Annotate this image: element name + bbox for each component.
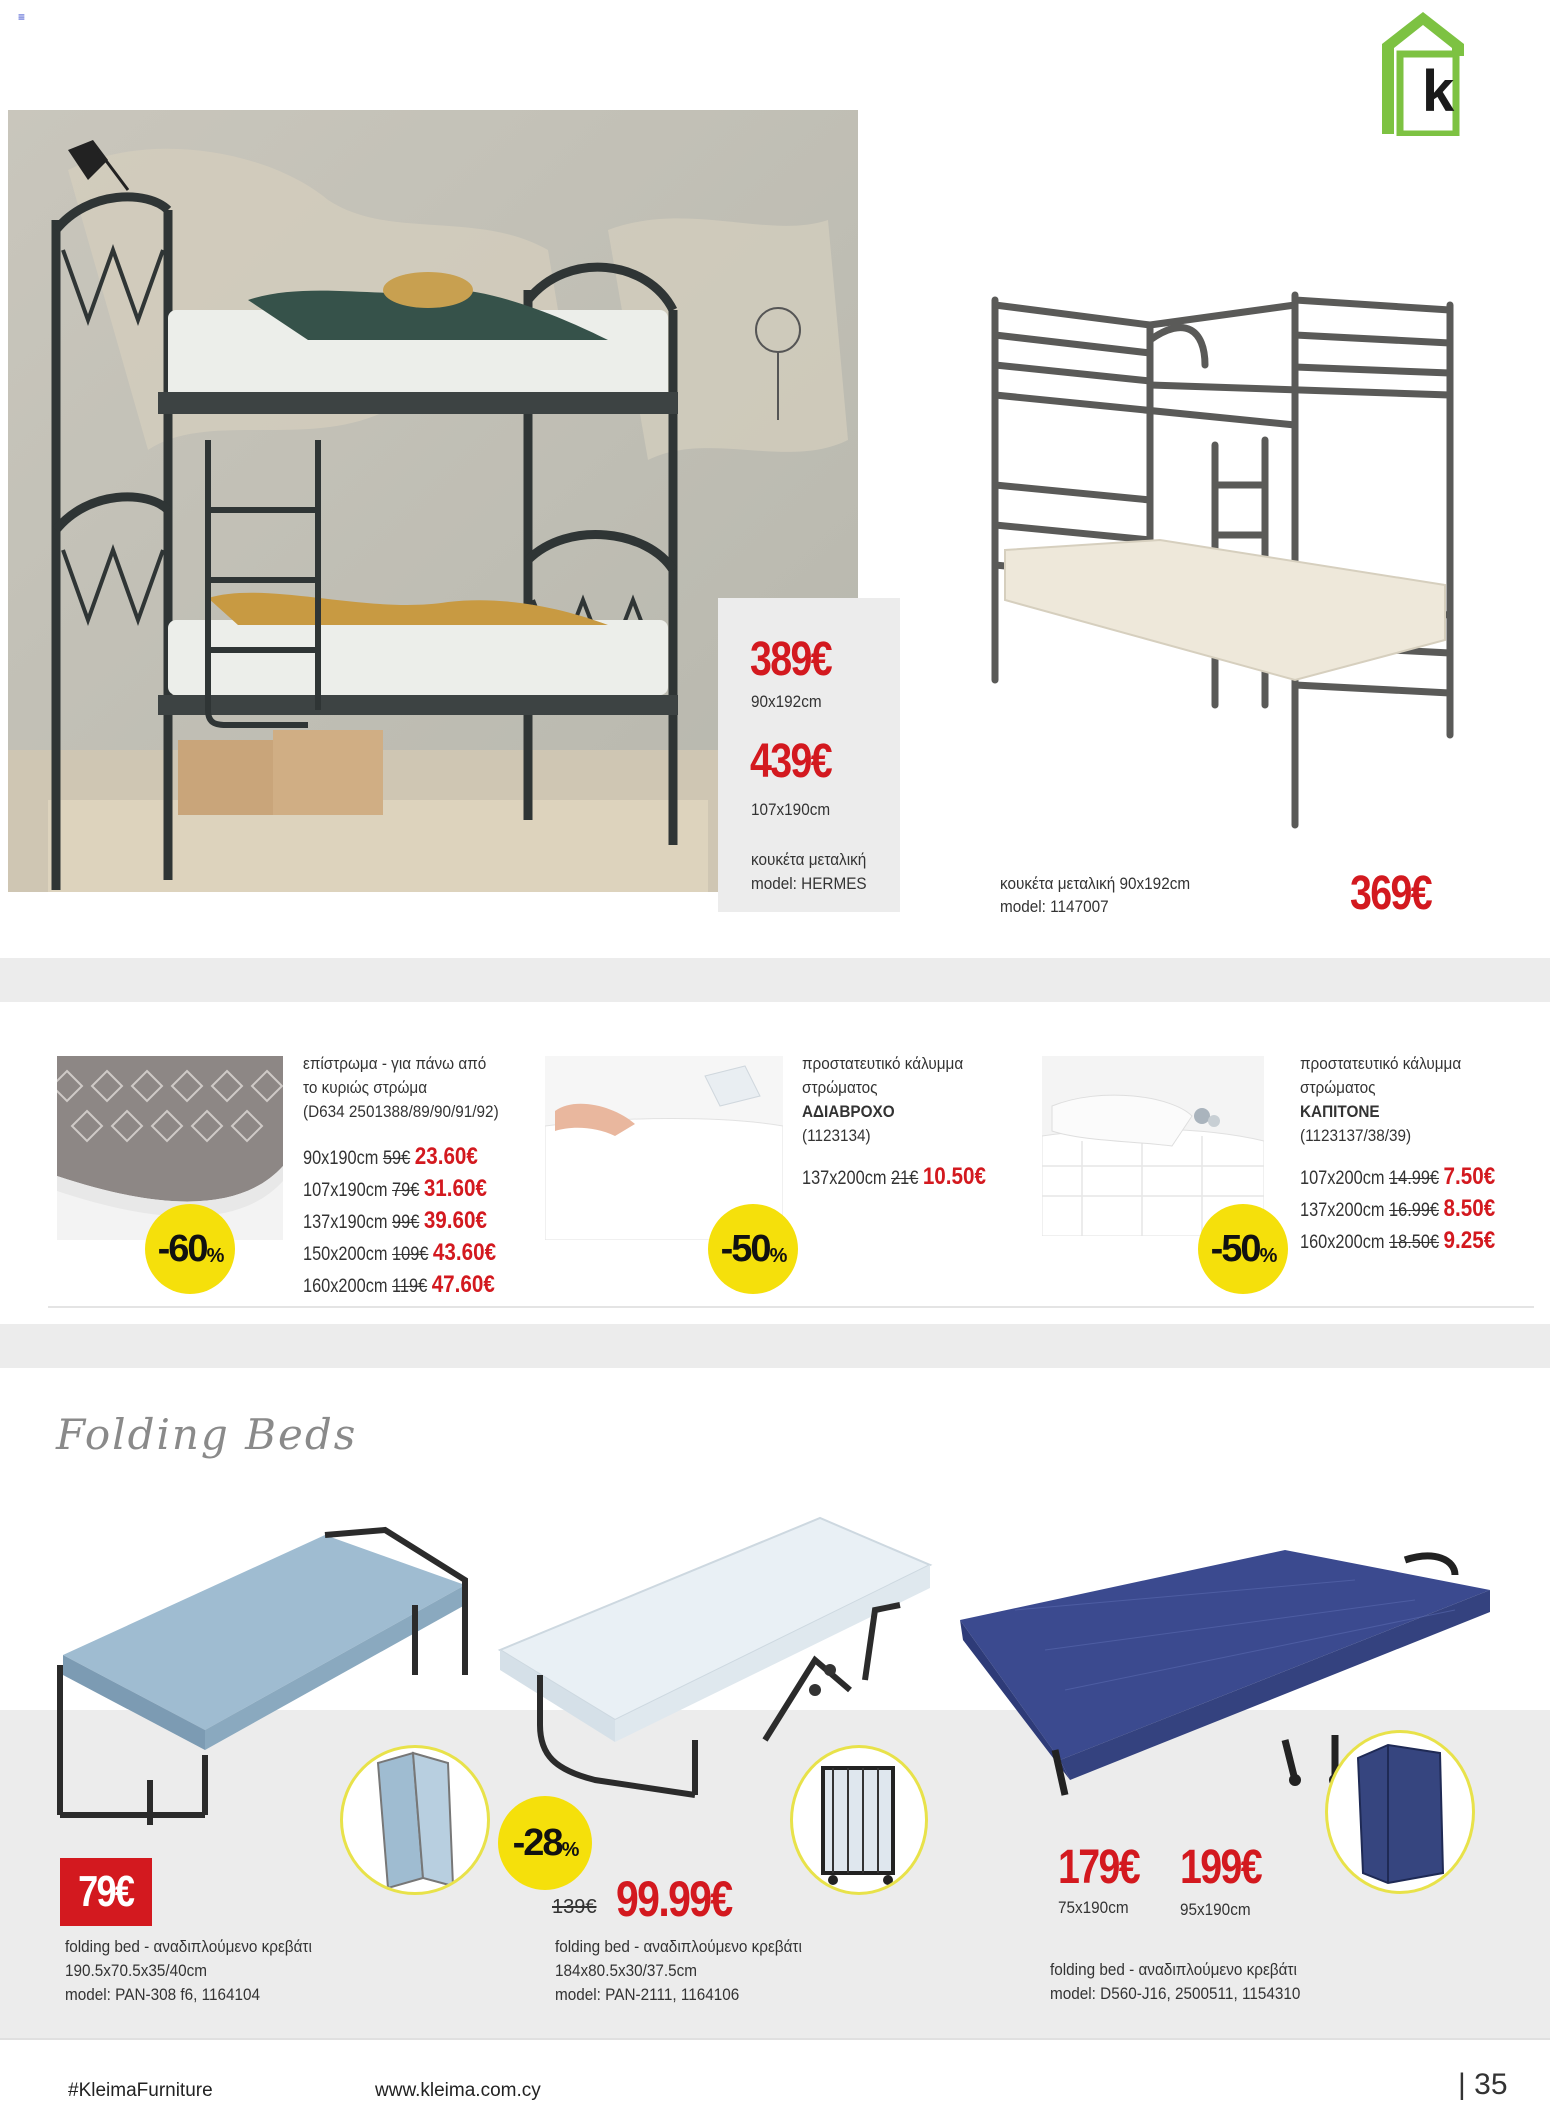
promo-2-title-line-1: προστατευτικό κάλυμμα xyxy=(802,1054,964,1073)
folding-bed-1-line-1: folding bed - αναδιπλούμενο κρεβάτι xyxy=(65,1937,312,1956)
kleima-logo xyxy=(1378,8,1468,136)
promo-3-row xyxy=(1300,1194,1495,1226)
promo-1-percent: % xyxy=(206,1244,223,1267)
row-new-price: 7.50€ xyxy=(1443,1163,1496,1190)
row-old-price: 21€ xyxy=(891,1168,919,1189)
footer-rule xyxy=(0,2038,1550,2040)
promo-3-discount: -50 xyxy=(1210,1227,1260,1270)
folding-bed-2-old-price: 139€ xyxy=(552,1896,597,1918)
folding-bed-2-details xyxy=(555,1935,829,2007)
promo-1-price-list xyxy=(303,1142,496,1302)
promo-1-row xyxy=(303,1206,496,1238)
divider-band-2 xyxy=(0,1324,1550,1368)
footer-website-link[interactable]: www.kleima.com.cy xyxy=(375,2080,541,2101)
folding-bed-1-line-3: model: PAN-308 f6, 1164104 xyxy=(65,1985,261,2004)
promo-row xyxy=(48,1012,1533,1312)
row-size: 137x190cm xyxy=(303,1212,388,1233)
row-new-price: 43.60€ xyxy=(432,1239,497,1266)
row-size: 107x200cm xyxy=(1300,1168,1385,1189)
row-new-price: 39.60€ xyxy=(423,1207,487,1234)
folding-bed-1-price: 79€ xyxy=(78,1867,134,1916)
row-old-price: 14.99€ xyxy=(1389,1168,1440,1189)
folding-bed-3-details xyxy=(1050,1958,1328,2006)
row-size: 90x190cm xyxy=(303,1148,379,1169)
promo-3-price-list xyxy=(1300,1162,1495,1258)
row-new-price: 9.25€ xyxy=(1443,1227,1496,1254)
bunk2-price: 369€ xyxy=(1350,867,1432,920)
promo-1-text xyxy=(303,1052,553,1124)
folding-bed-3-price-1: 179€ xyxy=(1058,1841,1140,1894)
promo-2-row xyxy=(802,1162,986,1194)
row-size: 160x200cm xyxy=(1300,1232,1385,1253)
hermes-size-1: 90x192cm xyxy=(751,692,822,711)
promo-3-title-line-3: ΚΑΠΙΤΟΝΕ xyxy=(1300,1102,1380,1121)
promo-2-text xyxy=(802,1052,1032,1148)
hermes-price-panel xyxy=(718,598,900,912)
hermes-size-2: 107x190cm xyxy=(751,800,831,819)
promo-3-discount-badge xyxy=(1198,1204,1288,1294)
row-old-price: 99€ xyxy=(392,1212,420,1233)
promo-1-discount-badge xyxy=(145,1204,235,1294)
folding-beds-heading: Folding Beds xyxy=(56,1410,358,1459)
promo-1-row xyxy=(303,1238,496,1270)
logo-letter: k xyxy=(1422,59,1455,124)
folding-bed-2-folded-view xyxy=(790,1745,928,1895)
row-old-price: 119€ xyxy=(392,1276,428,1297)
folding-bed-1-line-2: 190.5x70.5x35/40cm xyxy=(65,1961,208,1980)
bunk2-product-name: κουκέτα μεταλική 90x192cm xyxy=(1000,874,1191,893)
row-size: 150x200cm xyxy=(303,1244,388,1265)
promo-2-discount-badge xyxy=(708,1204,798,1294)
promo-3-percent: % xyxy=(1259,1244,1276,1267)
promo-1-title-line-3: (D634 2501388/89/90/91/92) xyxy=(303,1102,499,1121)
row-size: 160x200cm xyxy=(303,1276,388,1297)
hermes-model: model: HERMES xyxy=(751,874,867,893)
folding-bed-2-line-2: 184x80.5x30/37.5cm xyxy=(555,1961,698,1980)
promo-2-title-line-4: (1123134) xyxy=(802,1126,871,1145)
promo-2-title-line-2: στρώματος xyxy=(802,1078,878,1097)
promo-2-title-line-3: ΑΔΙΑΒΡΟΧΟ xyxy=(802,1102,895,1121)
row-old-price: 16.99€ xyxy=(1389,1200,1440,1221)
folding-bed-2-percent: % xyxy=(561,1838,578,1861)
corner-mark: ≡ xyxy=(18,10,26,24)
row-new-price: 23.60€ xyxy=(414,1143,478,1170)
hermes-price-1: 389€ xyxy=(750,633,832,686)
hermes-product-name: κουκέτα μεταλική xyxy=(751,850,867,869)
promo-3-title-line-1: προστατευτικό κάλυμμα xyxy=(1300,1054,1462,1073)
row-new-price: 47.60€ xyxy=(431,1271,495,1298)
row-old-price: 18.50€ xyxy=(1389,1232,1440,1253)
folding-bed-3-size-1: 75x190cm xyxy=(1058,1898,1129,1917)
promo-1-row xyxy=(303,1270,496,1302)
folding-bed-3-size-2: 95x190cm xyxy=(1180,1900,1251,1919)
folding-bed-2-line-1: folding bed - αναδιπλούμενο κρεβάτι xyxy=(555,1937,802,1956)
folding-bed-2-price: 99.99€ xyxy=(616,1871,732,1927)
folding-bed-3-line-1: folding bed - αναδιπλούμενο κρεβάτι xyxy=(1050,1960,1297,1979)
promo-2-price-list xyxy=(802,1162,986,1194)
bunk2-model: model: 1147007 xyxy=(1000,897,1109,916)
row-old-price: 79€ xyxy=(392,1180,420,1201)
page-number: | 35 xyxy=(1458,2068,1508,2101)
folding-bed-1-details xyxy=(65,1935,339,2007)
promo-3-row xyxy=(1300,1162,1495,1194)
row-old-price: 59€ xyxy=(382,1148,411,1169)
promo-bottom-rule xyxy=(48,1306,1534,1308)
folding-bed-2-line-3: model: PAN-2111, 1164106 xyxy=(555,1985,740,2004)
folding-bed-3-line-2: model: D560-J16, 2500511, 1154310 xyxy=(1050,1984,1301,2003)
divider-band-1 xyxy=(0,958,1550,1002)
row-old-price: 109€ xyxy=(392,1244,429,1265)
folding-bed-1-price-tag xyxy=(60,1858,152,1926)
row-size: 137x200cm xyxy=(802,1168,887,1189)
promo-2-percent: % xyxy=(769,1244,786,1267)
footer-hashtag[interactable]: #KleimaFurniture xyxy=(68,2080,213,2101)
promo-1-discount: -60 xyxy=(157,1227,207,1270)
row-new-price: 31.60€ xyxy=(423,1175,487,1202)
folding-bed-2-discount-badge xyxy=(498,1796,592,1890)
promo-3-row xyxy=(1300,1226,1495,1258)
promo-1-row xyxy=(303,1174,496,1206)
row-size: 107x190cm xyxy=(303,1180,388,1201)
folding-bed-3-price-2: 199€ xyxy=(1180,1841,1262,1894)
row-size: 137x200cm xyxy=(1300,1200,1385,1221)
promo-1-title-line-2: το κυριώς στρώμα xyxy=(303,1078,428,1097)
folding-bed-1-folded-view xyxy=(340,1745,490,1895)
hermes-price-2: 439€ xyxy=(750,735,832,788)
promo-3-text xyxy=(1300,1052,1530,1148)
promo-2-discount: -50 xyxy=(720,1227,770,1270)
folding-bed-2-discount: -28 xyxy=(512,1821,562,1864)
folding-bed-3-folded-view xyxy=(1325,1730,1475,1894)
metal-bunk-bed-photo xyxy=(975,285,1460,835)
promo-3-title-line-4: (1123137/38/39) xyxy=(1300,1126,1412,1145)
row-new-price: 10.50€ xyxy=(922,1163,986,1190)
promo-1-title-line-1: επίστρωμα - για πάνω από xyxy=(303,1054,487,1073)
promo-1-row xyxy=(303,1142,496,1174)
promo-3-title-line-2: στρώματος xyxy=(1300,1078,1376,1097)
row-new-price: 8.50€ xyxy=(1443,1195,1496,1222)
